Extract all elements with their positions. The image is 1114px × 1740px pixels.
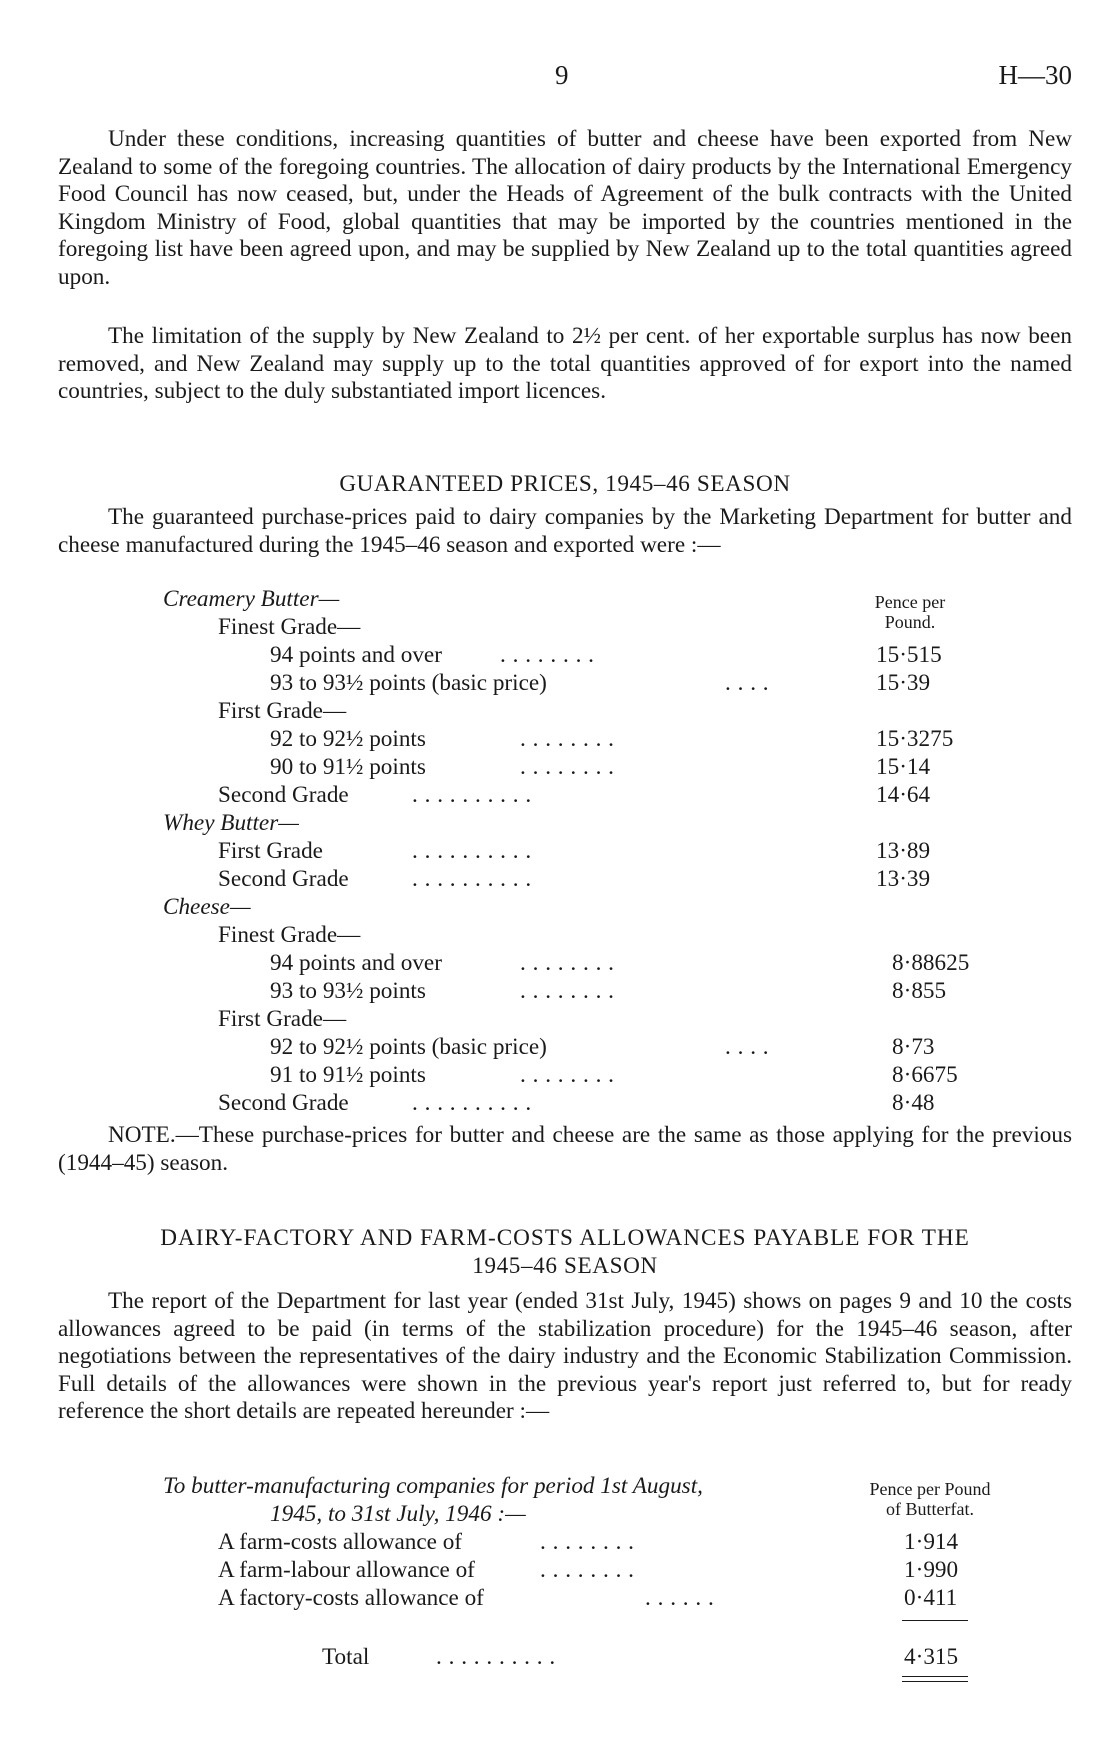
price-unit-line-1: Pence per: [874, 592, 946, 612]
category-label: Whey Butter—: [163, 810, 299, 836]
table-row: [0, 865, 1114, 893]
table-row: [0, 809, 1114, 837]
guaranteed-prices-intro: The guaranteed purchase-prices paid to dairy companies by the Marketing Department for butter and cheese manufactured during the 1945–46 season and exported were :—: [58, 504, 1072, 558]
row-label: Second Grade: [218, 782, 349, 808]
price-value: 8·48: [892, 1090, 935, 1116]
table-row: [0, 949, 1114, 977]
row-label: 94 points and over: [270, 950, 442, 976]
allowance-unit-line-1: Pence per Pound: [869, 1479, 991, 1499]
price-value: 8·73: [892, 1034, 935, 1060]
price-value: 14·64: [876, 782, 931, 808]
allowances-intro: The report of the Department for last year (ended 31st July, 1945) shows on pages 9 and 10 the costs allowances agreed to be paid (in terms of the stabilization procedure) for the 1945–46 season, after negotiations between the representatives of the dairy industry and the Economic Stabilization Commission. Full details of the allowances were shown in the previous year's report just referred to, but for ready reference the short details are repeated hereunder :—: [58, 1288, 1072, 1425]
table-row: [0, 921, 1114, 949]
row-label: 94 points and over: [270, 642, 442, 668]
page-header: [0, 60, 1114, 92]
table-row: [0, 977, 1114, 1005]
row-label: Second Grade: [218, 1090, 349, 1116]
leader-dots: . . . . . . . . . .: [412, 866, 532, 892]
table-row: [0, 669, 1114, 697]
price-value: 15·39: [876, 670, 931, 696]
grade-label: Finest Grade—: [218, 922, 361, 948]
price-value: 13·39: [876, 866, 931, 892]
table-row: [0, 781, 1114, 809]
price-value: 8·88625: [892, 950, 970, 976]
total-label: Total: [322, 1644, 370, 1670]
grade-label: First Grade—: [218, 698, 347, 724]
leader-dots: . . . .: [725, 670, 770, 696]
total-row: [0, 1643, 1114, 1671]
allowances-heading-line-2: 1945–46 SEASON: [472, 1253, 658, 1279]
allowance-unit-line-2: of Butterfat.: [886, 1499, 974, 1519]
leader-dots: . . . . . . . . . .: [412, 782, 532, 808]
table-row: [0, 1005, 1114, 1033]
table-row: [0, 725, 1114, 753]
table-row: [0, 893, 1114, 921]
category-label: Creamery Butter—: [163, 586, 340, 612]
intro-paragraph-1: Under these conditions, increasing quantities of butter and cheese have been exported from New Zealand to some of the foregoing countries. The allocation of dairy products by the International Emergency Food Council has now ceased, but, under the Heads of Agreement of the bulk contracts with the United Kingdom Ministry of Food, global quantities that may be imported by the countries mentioned in the foregoing list have been agreed upon, and may be supplied by New Zealand up to the total quantities agreed upon.: [58, 126, 1072, 290]
leader-dots: . . . . . . . . . .: [412, 1090, 532, 1116]
row-label: 91 to 91½ points: [270, 1062, 426, 1088]
row-label: 92 to 92½ points (basic price): [270, 1034, 547, 1060]
table-row: [0, 753, 1114, 781]
guaranteed-prices-note: NOTE.—These purchase-prices for butter and cheese are the same as those applying for the previous (1944–45) season.: [58, 1122, 1072, 1176]
price-value: 15·3275: [876, 726, 954, 752]
allowance-value: 0·411: [904, 1585, 958, 1611]
intro-paragraph-2: The limitation of the supply by New Zealand to 2½ per cent. of her exportable surplus has now been removed, and New Zealand may supply up to the total quantities approved of for export into the named countries, subject to the duly substantiated import licences.: [58, 323, 1072, 405]
table-row: [0, 1556, 1114, 1584]
price-value: 15·515: [876, 642, 942, 668]
leader-dots: . . . . . . . .: [520, 978, 615, 1004]
row-label: 93 to 93½ points: [270, 978, 426, 1004]
row-label: A factory-costs allowance of: [218, 1585, 484, 1611]
table-row: [0, 1061, 1114, 1089]
leader-dots: . . . . . . . .: [520, 754, 615, 780]
allowance-value: 1·990: [904, 1557, 959, 1583]
price-value: 15·14: [876, 754, 931, 780]
row-label: A farm-costs allowance of: [218, 1529, 463, 1555]
row-label: 92 to 92½ points: [270, 726, 426, 752]
allowance-value: 1·914: [904, 1529, 959, 1555]
row-label: First Grade: [218, 838, 323, 864]
leader-dots: . . . .: [725, 1034, 770, 1060]
leader-dots: . . . . . .: [645, 1585, 715, 1611]
leader-dots: . . . . . . . .: [500, 642, 595, 668]
total-rule-below-2: [902, 1681, 968, 1682]
total-value: 4·315: [904, 1644, 959, 1670]
price-value: 8·6675: [892, 1062, 958, 1088]
price-unit-line-2: Pound.: [884, 612, 936, 632]
table-row: [0, 1033, 1114, 1061]
table-row: [0, 837, 1114, 865]
table-row: [0, 585, 1114, 613]
table-row: [0, 613, 1114, 641]
page-number: 9: [555, 60, 569, 90]
grade-label: Finest Grade—: [218, 614, 361, 640]
table-row: [0, 1089, 1114, 1117]
table-row: [0, 1528, 1114, 1556]
guaranteed-prices-heading: GUARANTEED PRICES, 1945–46 SEASON: [339, 471, 791, 497]
row-label: A farm-labour allowance of: [218, 1557, 475, 1583]
subheading-text: To butter-manufacturing companies for period 1st August,: [163, 1473, 703, 1499]
leader-dots: . . . . . . . . . .: [412, 838, 532, 864]
leader-dots: . . . . . . . .: [520, 1062, 615, 1088]
grade-label: First Grade—: [218, 1006, 347, 1032]
allowances-heading-line-1: DAIRY-FACTORY AND FARM-COSTS ALLOWANCES PAYABLE FOR THE: [160, 1225, 970, 1251]
row-label: 93 to 93½ points (basic price): [270, 670, 547, 696]
leader-dots: . . . . . . . . . .: [436, 1644, 556, 1670]
price-value: 8·855: [892, 978, 947, 1004]
total-rule-above: [902, 1620, 968, 1621]
leader-dots: . . . . . . . .: [540, 1529, 635, 1555]
table-row: [0, 641, 1114, 669]
document-reference: H—30: [998, 60, 1072, 90]
row-label: Second Grade: [218, 866, 349, 892]
category-label: Cheese—: [163, 894, 251, 920]
total-rule-below-1: [902, 1676, 968, 1677]
allowance-unit-header: [840, 1479, 1020, 1519]
row-label: 90 to 91½ points: [270, 754, 426, 780]
subheading-text: 1945, to 31st July, 1946 :—: [270, 1501, 526, 1527]
leader-dots: . . . . . . . .: [540, 1557, 635, 1583]
table-row: [0, 1584, 1114, 1612]
price-value: 13·89: [876, 838, 931, 864]
leader-dots: . . . . . . . .: [520, 950, 615, 976]
leader-dots: . . . . . . . .: [520, 726, 615, 752]
table-row: [0, 697, 1114, 725]
